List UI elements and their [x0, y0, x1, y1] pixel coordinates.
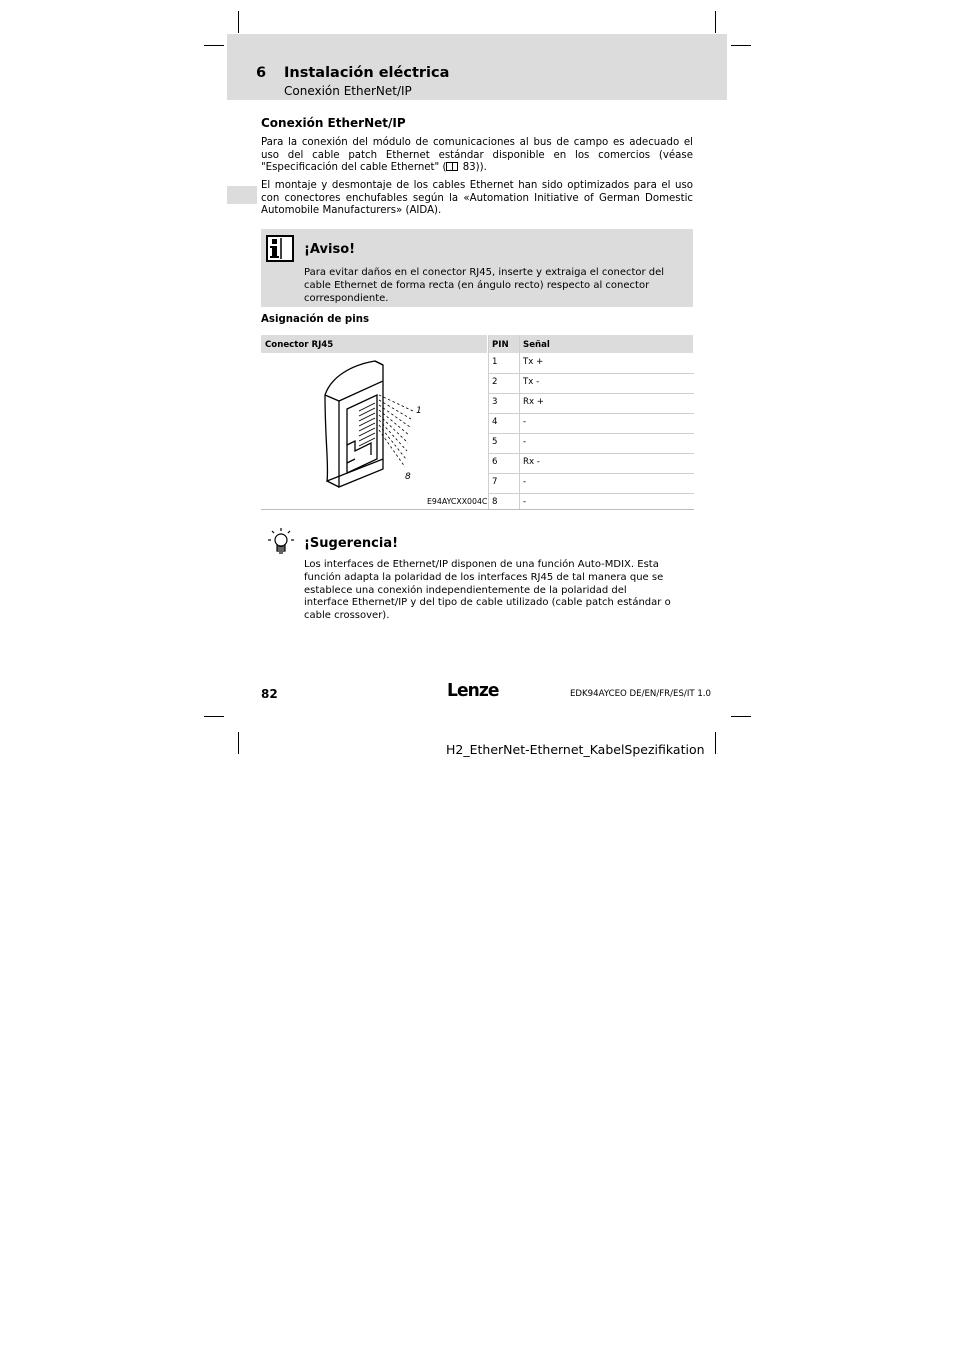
pin-number: 1: [492, 357, 498, 367]
column-divider: [519, 335, 520, 510]
chapter-subtitle: Conexión EtherNet/IP: [284, 84, 412, 98]
chapter-title: Instalación eléctrica: [284, 65, 450, 81]
section-title: Conexión EtherNet/IP: [261, 116, 406, 130]
column-header-connector: Conector RJ45: [265, 340, 334, 350]
pin-number: 6: [492, 457, 498, 467]
table-bottom-rule: [261, 509, 694, 510]
pin-signal: -: [523, 497, 527, 507]
pin-signal: Tx -: [523, 377, 540, 387]
row-divider: [489, 433, 694, 434]
column-header-pin: PIN: [492, 340, 509, 350]
tip-text: Los interfaces de Ethernet/IP disponen de una función Auto-MDIX. Esta función adapta la polaridad de los interfaces RJ45 de tal manera que se establece una conexión independientemente de la polaridad del interface Ethernet/IP y del tipo de cable utilizado (cable patch estándar o cable crossover).: [304, 559, 671, 622]
pin-assignment-table: [261, 335, 694, 510]
pin-label-last: 8: [405, 472, 411, 482]
rj45-connector-drawing: [317, 355, 437, 495]
pin-signal: -: [523, 417, 527, 427]
side-thumb-tab: [227, 186, 257, 204]
column-header-signal: Señal: [523, 340, 550, 350]
crop-mark: [731, 716, 751, 717]
chapter-number: 6: [256, 65, 267, 81]
intro-text-end: )).: [475, 162, 487, 173]
intro-text-start: Para la conexión del módulo de comunicaciones al bus de campo es adecuado el uso del cable patch Ethernet estándar disponible en los comercios (véase "Especificación del cable Ethernet" (: [261, 137, 693, 173]
pin-number: 8: [492, 497, 498, 507]
page-reference-link[interactable]: 83: [462, 162, 476, 173]
pin-number: 3: [492, 397, 498, 407]
intro-paragraph: [261, 137, 693, 175]
pin-signal: -: [523, 437, 527, 447]
pins-heading: Asignación de pins: [261, 314, 370, 325]
figure-caption: E94AYCXX004C: [427, 497, 488, 506]
notice-title: ¡Aviso!: [304, 242, 356, 257]
crop-mark: [238, 732, 239, 754]
row-divider: [489, 393, 694, 394]
pin-signal: Rx -: [523, 457, 540, 467]
row-divider: [489, 453, 694, 454]
crop-mark: [204, 716, 224, 717]
pin-signal: Tx +: [523, 357, 544, 367]
pin-signal: -: [523, 477, 527, 487]
source-file-label: H2_EtherNet-Ethernet_KabelSpezifikation: [446, 742, 705, 757]
pin-label-first: 1: [416, 406, 422, 416]
pin-number: 2: [492, 377, 498, 387]
pin-number: 7: [492, 477, 498, 487]
column-divider: [488, 335, 489, 510]
lenze-logo: Lenze: [447, 680, 499, 701]
document-id: EDK94AYCEO DE/EN/FR/ES/IT 1.0: [570, 689, 712, 699]
row-divider: [489, 373, 694, 374]
page-number: 82: [261, 687, 278, 701]
crop-mark: [715, 11, 716, 33]
pin-number: 5: [492, 437, 498, 447]
row-divider: [489, 413, 694, 414]
row-divider: [489, 473, 694, 474]
crop-mark: [715, 732, 716, 754]
pin-number: 4: [492, 417, 498, 427]
tip-title: ¡Sugerencia!: [304, 536, 399, 551]
book-reference-icon: [446, 162, 458, 171]
lightbulb-icon: [266, 527, 296, 557]
crop-mark: [731, 45, 751, 46]
row-divider: [489, 493, 694, 494]
info-icon: [266, 235, 294, 262]
aida-paragraph: El montaje y desmontaje de los cables Ethernet han sido optimizados para el uso con conectores enchufables según la «Automation Initiative of German Domestic Automobile Manufacturers» (AIDA).: [261, 180, 693, 216]
notice-text: Para evitar daños en el conector RJ45, inserte y extraiga el conector del cable Ethernet de forma recta (en ángulo recto) respecto al conector correspondiente.: [304, 267, 665, 304]
pin-signal: Rx +: [523, 397, 544, 407]
crop-mark: [204, 45, 224, 46]
crop-mark: [238, 11, 239, 33]
